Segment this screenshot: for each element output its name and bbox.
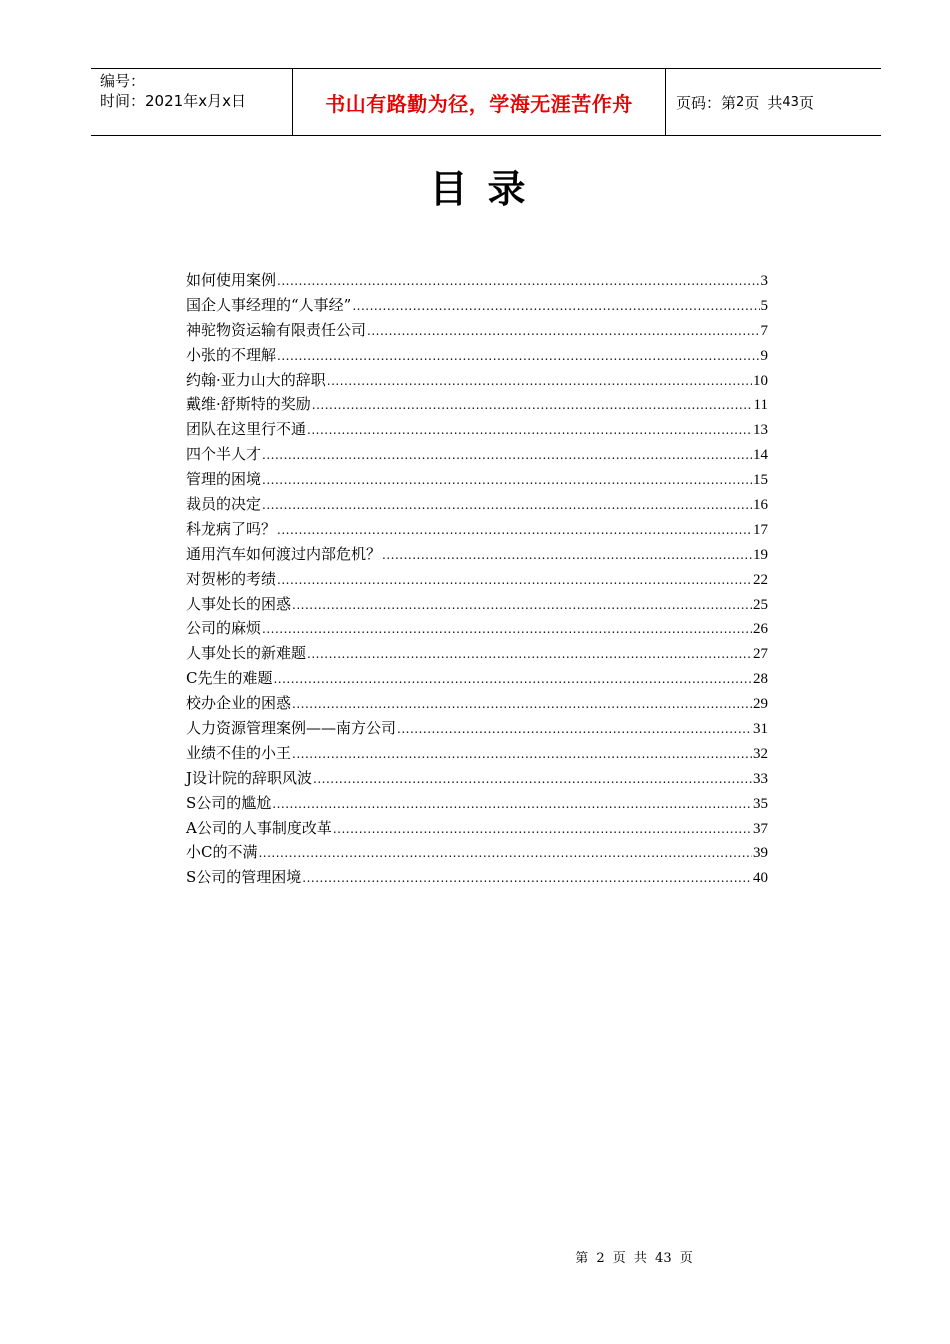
header-page-info bbox=[666, 69, 881, 135]
toc-entry[interactable] bbox=[186, 492, 768, 517]
toc-dot-leader bbox=[292, 593, 752, 618]
toc-entry[interactable] bbox=[186, 666, 768, 691]
toc-dot-leader bbox=[397, 717, 752, 742]
page-total-prefix: 共 bbox=[767, 93, 783, 112]
toc-entry-page: 16 bbox=[753, 497, 768, 514]
toc-entry[interactable] bbox=[186, 293, 768, 318]
toc-entry-title: 小张的不理解 bbox=[186, 345, 277, 364]
page-current-number: 2 bbox=[736, 94, 745, 110]
toc-entry-page: 28 bbox=[753, 671, 768, 688]
toc-entry-page: 7 bbox=[760, 322, 768, 339]
toc-dot-leader bbox=[382, 543, 752, 568]
toc-entry-page: 29 bbox=[753, 696, 768, 713]
page-label: 页码： bbox=[676, 93, 722, 112]
toc-entry-page: 11 bbox=[753, 397, 768, 414]
toc-entry-page: 5 bbox=[760, 297, 768, 314]
toc-entry-title: A公司的人事制度改革 bbox=[186, 818, 332, 837]
toc-entry-page: 39 bbox=[753, 845, 768, 862]
toc-dot-leader bbox=[273, 667, 752, 692]
toc-entry-page: 35 bbox=[753, 795, 768, 812]
toc-entry[interactable] bbox=[186, 716, 768, 741]
toc-dot-leader bbox=[333, 817, 752, 842]
toc-entry[interactable] bbox=[186, 567, 768, 592]
toc-dot-leader bbox=[258, 841, 752, 866]
toc-entry[interactable] bbox=[186, 691, 768, 716]
toc-entry-page: 19 bbox=[753, 546, 768, 563]
toc-entry[interactable] bbox=[186, 816, 768, 841]
toc-dot-leader bbox=[272, 792, 752, 817]
toc-entry-title: S公司的管理困境 bbox=[186, 868, 302, 887]
toc-dot-leader bbox=[313, 767, 752, 792]
toc-entry-page: 13 bbox=[753, 422, 768, 439]
toc-entry-page: 15 bbox=[753, 472, 768, 489]
toc-dot-leader bbox=[307, 642, 752, 667]
toc-entry[interactable] bbox=[186, 616, 768, 641]
toc-entry-title: C先生的难题 bbox=[186, 669, 273, 688]
toc-entry-title: J设计院的辞职风波 bbox=[186, 768, 313, 787]
toc-entry-page: 9 bbox=[760, 347, 768, 364]
toc-entry-title: 管理的困境 bbox=[186, 470, 262, 489]
toc-entry[interactable] bbox=[186, 368, 768, 393]
page-header bbox=[91, 68, 881, 136]
toc-entry-title: 业绩不佳的小王 bbox=[186, 743, 292, 762]
toc-entry[interactable] bbox=[186, 865, 768, 890]
toc-entry-title: S公司的尴尬 bbox=[186, 793, 272, 812]
toc-entry[interactable] bbox=[186, 268, 768, 293]
toc-entry[interactable] bbox=[186, 592, 768, 617]
toc-entry-title: 公司的麻烦 bbox=[186, 619, 262, 638]
time-line bbox=[100, 91, 292, 111]
toc-entry-title: 裁员的决定 bbox=[186, 495, 262, 514]
toc-entry-title: 团队在这里行不通 bbox=[186, 420, 307, 439]
toc-entry-page: 31 bbox=[753, 721, 768, 738]
toc-entry[interactable] bbox=[186, 641, 768, 666]
toc-entry-title: 对贺彬的考绩 bbox=[186, 569, 277, 588]
toc-entry-page: 14 bbox=[753, 447, 768, 464]
toc-dot-leader bbox=[277, 518, 752, 543]
toc-dot-leader bbox=[312, 393, 753, 418]
table-of-contents bbox=[186, 268, 768, 890]
toc-dot-leader bbox=[262, 443, 752, 468]
toc-dot-leader bbox=[262, 493, 752, 518]
toc-entry-title: 约翰·亚力山大的辞职 bbox=[186, 370, 326, 389]
toc-entry-title: 四个半人才 bbox=[186, 445, 262, 464]
toc-entry[interactable] bbox=[186, 343, 768, 368]
toc-entry-title: 戴维·舒斯特的奖励 bbox=[186, 395, 311, 414]
toc-entry[interactable] bbox=[186, 741, 768, 766]
toc-dot-leader bbox=[352, 294, 759, 319]
header-meta bbox=[91, 69, 293, 135]
toc-dot-leader bbox=[277, 568, 752, 593]
header-motto: 书山有路勤为径，学海无涯苦作舟 bbox=[293, 69, 666, 135]
toc-entry[interactable] bbox=[186, 840, 768, 865]
toc-entry-title: 通用汽车如何渡过内部危机？ bbox=[186, 544, 382, 563]
toc-entry[interactable] bbox=[186, 442, 768, 467]
toc-dot-leader bbox=[292, 742, 752, 767]
page-current-prefix: 第 bbox=[721, 93, 737, 112]
toc-entry-page: 25 bbox=[753, 596, 768, 613]
toc-dot-leader bbox=[307, 418, 752, 443]
toc-dot-leader bbox=[292, 692, 752, 717]
toc-title: 目录 bbox=[429, 167, 546, 211]
toc-entry-title: 人事处长的新难题 bbox=[186, 644, 307, 663]
toc-dot-leader bbox=[367, 319, 759, 344]
toc-entry-title: 国企人事经理的“人事经” bbox=[186, 295, 352, 314]
toc-entry-title: 神驼物资运输有限责任公司 bbox=[186, 320, 367, 339]
toc-entry-page: 27 bbox=[753, 646, 768, 663]
toc-entry[interactable] bbox=[186, 766, 768, 791]
time-label: 时间： bbox=[100, 92, 146, 110]
toc-dot-leader bbox=[277, 344, 759, 369]
toc-entry-page: 10 bbox=[753, 372, 768, 389]
toc-entry-page: 37 bbox=[753, 820, 768, 837]
toc-entry-title: 小C的不满 bbox=[186, 843, 258, 862]
toc-dot-leader bbox=[302, 866, 752, 891]
toc-entry-title: 人力资源管理案例——南方公司 bbox=[186, 719, 397, 738]
page-footer: 第 2 页 共 43 页 bbox=[575, 1251, 693, 1266]
page-total-suffix: 页 bbox=[798, 93, 814, 112]
toc-entry-page: 3 bbox=[760, 273, 768, 289]
toc-entry[interactable] bbox=[186, 542, 768, 567]
toc-dot-leader bbox=[327, 369, 752, 394]
toc-entry-page: 26 bbox=[753, 621, 768, 638]
toc-entry[interactable] bbox=[186, 517, 768, 542]
toc-entry[interactable] bbox=[186, 417, 768, 442]
toc-entry-title: 如何使用案例 bbox=[186, 271, 277, 289]
toc-entry-page: 17 bbox=[753, 521, 768, 538]
toc-entry-page: 22 bbox=[753, 571, 768, 588]
toc-entry-page: 32 bbox=[753, 745, 768, 762]
toc-entry[interactable] bbox=[186, 467, 768, 492]
toc-entry-title: 校办企业的困惑 bbox=[186, 694, 292, 713]
toc-dot-leader bbox=[262, 468, 752, 493]
toc-entry-page: 33 bbox=[753, 770, 768, 787]
page-total-number: 43 bbox=[782, 94, 799, 110]
serial-number-label: 编号： bbox=[100, 72, 146, 90]
toc-entry-page: 40 bbox=[753, 870, 768, 887]
toc-entry-title: 人事处长的困惑 bbox=[186, 594, 292, 613]
time-value: 2021年x月x日 bbox=[145, 92, 246, 110]
page-current-suffix: 页 bbox=[744, 93, 760, 112]
toc-entry[interactable] bbox=[186, 318, 768, 343]
toc-dot-leader bbox=[262, 617, 752, 642]
toc-entry[interactable] bbox=[186, 791, 768, 816]
toc-entry[interactable] bbox=[186, 392, 768, 417]
toc-dot-leader bbox=[277, 269, 759, 294]
toc-entry-title: 科龙病了吗？ bbox=[186, 519, 277, 538]
